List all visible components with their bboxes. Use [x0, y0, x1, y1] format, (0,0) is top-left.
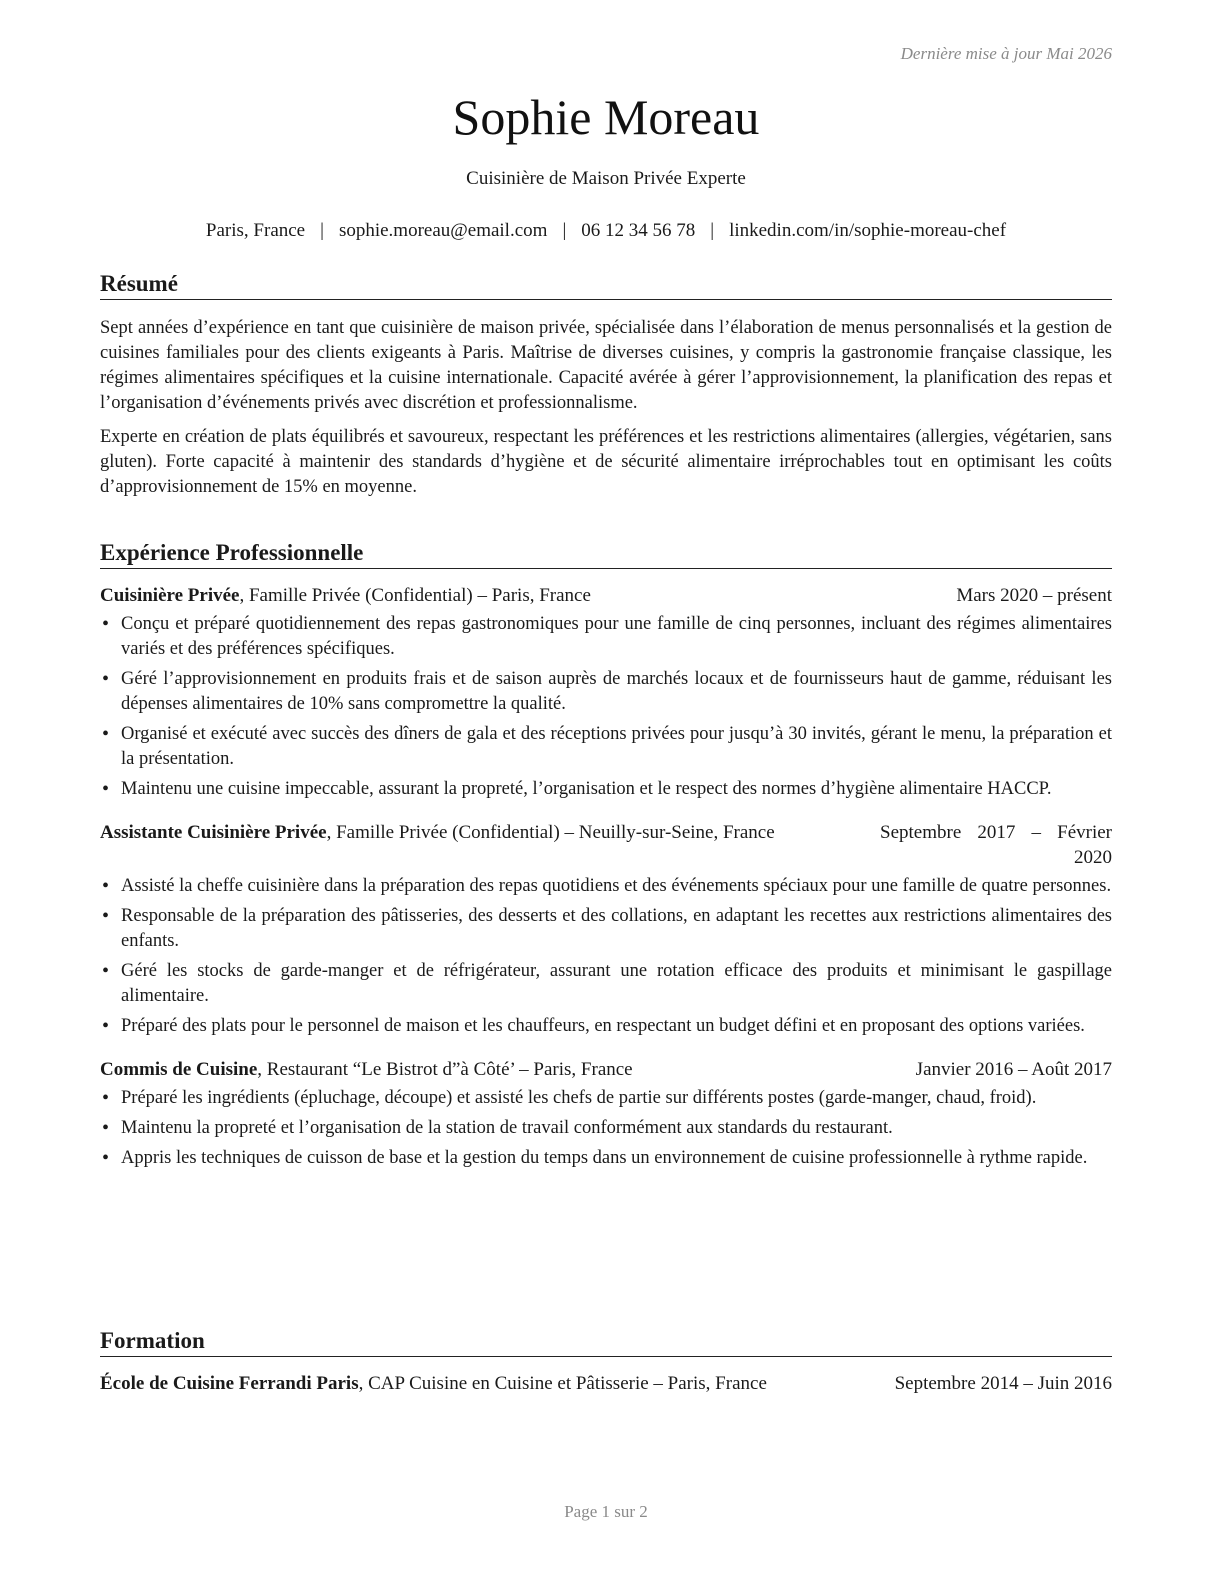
list-item: • Conçu et préparé quotidiennement des repas gastronomiques pour une famille de cinq personnes, incluant des régimes alimentaires variés et des préférences spécifiques.: [100, 612, 1112, 662]
job-role: Commis de Cuisine: [100, 1059, 258, 1080]
job-bullets: [100, 874, 1112, 1039]
contact-separator: |: [320, 220, 324, 241]
list-item: • Appris les techniques de cuisson de base et la gestion du temps dans un environnement de cuisine professionnelle à rythme rapide.: [100, 1146, 1112, 1171]
education-school: École de Cuisine Ferrandi Paris: [100, 1373, 359, 1394]
list-item: • Géré les stocks de garde-manger et de réfrigérateur, assurant une rotation efficace des produits et minimisant le gaspillage alimentaire.: [100, 959, 1112, 1009]
job-entry: [100, 583, 1112, 802]
job-bullets: [100, 1086, 1112, 1171]
contact-email[interactable]: sophie.moreau@email.com: [338, 220, 548, 241]
job-dates: Janvier 2016 – Août 2017: [915, 1059, 1112, 1080]
contact-separator: |: [562, 220, 567, 241]
list-item: • Maintenu la propreté et l’organisation de la station de travail conformément aux standards du restaurant.: [100, 1116, 1112, 1141]
list-item: • Organisé et exécuté avec succès des dîners de gala et des réceptions privées pour jusqu’à 30 invités, gérant le menu, la préparation et la présentation.: [100, 722, 1112, 772]
job-details: , Famille Privée (Confidential) – Neuilly-sur-Seine, France: [326, 822, 775, 843]
job-header: [100, 583, 1112, 608]
job-details: , Famille Privée (Confidential) – Paris, France: [239, 585, 591, 606]
list-item: • Préparé des plats pour le personnel de maison et les chauffeurs, en respectant un budget défini et en proposant des options variées.: [100, 1014, 1112, 1039]
summary-paragraph: Experte en création de plats équilibrés et savoureux, respectant les préférences et les restrictions alimentaires (allergies, végétarien, sans gluten). Forte capacité à maintenir des standards d’hygiène et de sécurité alimentaire irréprochables tout en optimisant les coûts d’approvisionnement de 15% en moyenne.: [100, 427, 1112, 497]
last-updated: Dernière mise à jour Mai 2026: [900, 44, 1112, 63]
contact-separator: |: [710, 220, 715, 241]
experience-heading: Expérience Professionnelle: [100, 539, 1112, 569]
job-role: Assistante Cuisinière Privée: [100, 822, 327, 843]
job-details: , Restaurant “Le Bistrot d”à Côté’ – Paris, France: [257, 1059, 633, 1080]
summary-paragraph: Sept années d’expérience en tant que cuisinière de maison privée, spécialisée dans l’élaboration de menus personnalisés et la gestion de cuisines familiales pour des clients exigeants à Paris. Maîtrise de diverses cuisines, y compris la gastronomie française classique, les régimes alimentaires spécifiques et la cuisine internationale. Capacité avérée à gérer l’approvisionnement, la planification des repas et l’organisation d’événements privés avec discrétion et professionnalisme.: [100, 318, 1112, 413]
page-number: Page 1 sur 2: [564, 1502, 648, 1521]
job-header: [100, 1057, 1112, 1082]
candidate-title: Cuisinière de Maison Privée Experte: [466, 168, 746, 189]
education-header: [100, 1371, 1112, 1396]
contact-location: Paris, France: [205, 220, 306, 241]
job-entry: [100, 1057, 1112, 1171]
list-item: • Responsable de la préparation des pâtisseries, des desserts et des collations, en adaptant les recettes aux restrictions alimentaires des enfants.: [100, 904, 1112, 954]
job-role: Cuisinière Privée: [100, 585, 240, 606]
candidate-name: Sophie Moreau: [452, 89, 760, 145]
list-item: • Préparé les ingrédients (épluchage, découpe) et assisté les chefs de partie sur différents postes (garde-manger, chaud, froid).: [100, 1086, 1112, 1111]
resume-page: [100, 0, 1112, 1584]
summary-heading: Résumé: [100, 270, 1112, 300]
list-item: • Assisté la cheffe cuisinière dans la préparation des repas quotidiens et des événements spéciaux pour une famille de quatre personnes.: [100, 874, 1112, 899]
education-heading: Formation: [100, 1327, 1112, 1357]
job-bullets: [100, 612, 1112, 802]
list-item: • Géré l’approvisionnement en produits frais et de saison auprès de marchés locaux et de fournisseurs haut de gamme, réduisant les dépenses alimentaires de 10% sans compromettre la qualité.: [100, 667, 1112, 717]
education-section: [100, 1327, 1112, 1396]
education-dates: Septembre 2014 – Juin 2016: [894, 1373, 1112, 1394]
job-header: [100, 820, 1112, 870]
education-details: , CAP Cuisine en Cuisine et Pâtisserie – Paris, France: [358, 1373, 767, 1394]
job-dates: Septembre 2017 – Février 2020: [880, 822, 1112, 868]
summary-section: [100, 270, 1112, 500]
contact-linkedin[interactable]: linkedin.com/in/sophie-moreau-chef: [729, 220, 1007, 241]
job-dates: Mars 2020 – présent: [956, 585, 1112, 606]
experience-section: [100, 539, 1112, 1176]
contact-line: [100, 218, 1112, 244]
contact-phone: 06 12 34 56 78: [581, 220, 696, 241]
list-item: • Maintenu une cuisine impeccable, assurant la propreté, l’organisation et le respect des normes d’hygiène alimentaire HACCP.: [100, 777, 1112, 802]
education-entry: [100, 1371, 1112, 1396]
job-entry: [100, 820, 1112, 1039]
